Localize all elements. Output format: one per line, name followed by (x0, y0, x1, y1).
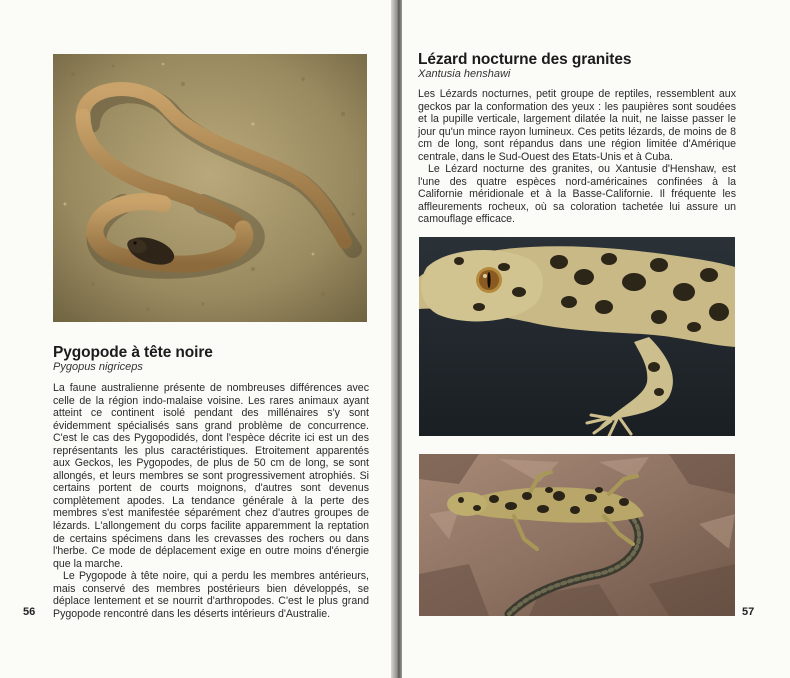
xantusia-description (418, 88, 736, 226)
xantusia-title: Lézard nocturne des granites (418, 51, 632, 68)
right-page (402, 0, 790, 678)
xantusia-head-illustration (419, 237, 735, 436)
xantusia-rock-illustration (419, 454, 735, 616)
page-number-right: 57 (742, 606, 755, 618)
pygopus-paragraph: Le Pygopode à tête noire, qui a perdu les membres antérieurs, mais conservé des membres postérieurs bien développés, se déplace lentement et se nourrit d'arthropodes. C'est le plus grand Pygopode rencontré dans les déserts intérieurs d'Australie. (53, 570, 369, 620)
pygopus-title: Pygopode à tête noire (53, 344, 213, 361)
xantusia-latin-name: Xantusia henshawi (418, 68, 511, 80)
pygopus-photo-illustration (53, 54, 367, 322)
pygopus-description (53, 382, 369, 620)
pygopus-latin-name: Pygopus nigriceps (53, 361, 143, 373)
xantusia-head-photo (419, 237, 735, 436)
xantusia-paragraph: Le Lézard nocturne des granites, ou Xantusie d'Henshaw, est l'une des quatre espèces nord-américaines confinées à la Californie méridionale et à la Basse-Californie. Il fréquente les affleurements rocheux, où sa coloration tachetée lui assure un camouflage efficace. (418, 163, 736, 226)
xantusia-paragraph: Les Lézards nocturnes, petit groupe de reptiles, ressemblent aux geckos par la conformation des yeux : les paupières sont soudées et la pupille verticale, largement dilatée la nuit, ne laisse passer le jour qu'un mince rayon lumineux. Ces petits lézards, de moins de 8 cm de long, sont répandus dans une région limitée d'Amérique centrale, dans le Sud-Ouest des Etats-Unis et à Cuba. (418, 88, 736, 163)
pygopus-paragraph: La faune australienne présente de nombreuses différences avec celle de la région indo-malaise voisine. Les rares animaux ayant atteint ce continent isolé pendant des millénaires s'y sont évidemment spécialisés sans grand problème de concurrence. C'est le cas des Pygopodidés, dont l'espèce décrite ici est un des représentants les plus caractéristiques. Etroitement apparentés aux Geckos, les Pygopodes, de plus de 50 cm de long, se sont allongés, et leurs membres se sont progressivement atrophiés. Si certains portent de courts moignons, d'autres sont devenus complètement apodes. La tendance générale à la perte des membres s'est manifestée séparément chez d'autres groupes de lézards. L'allongement du corps facilite apparemment la reptation de certains spécimens dans les crevasses des rochers ou dans l'herbe. Ce mode de déplacement exige en outre moins d'énergie que la marche. (53, 382, 369, 570)
pygopus-photo (53, 54, 367, 322)
page-number-left: 56 (23, 606, 36, 618)
xantusia-rock-photo (419, 454, 735, 616)
